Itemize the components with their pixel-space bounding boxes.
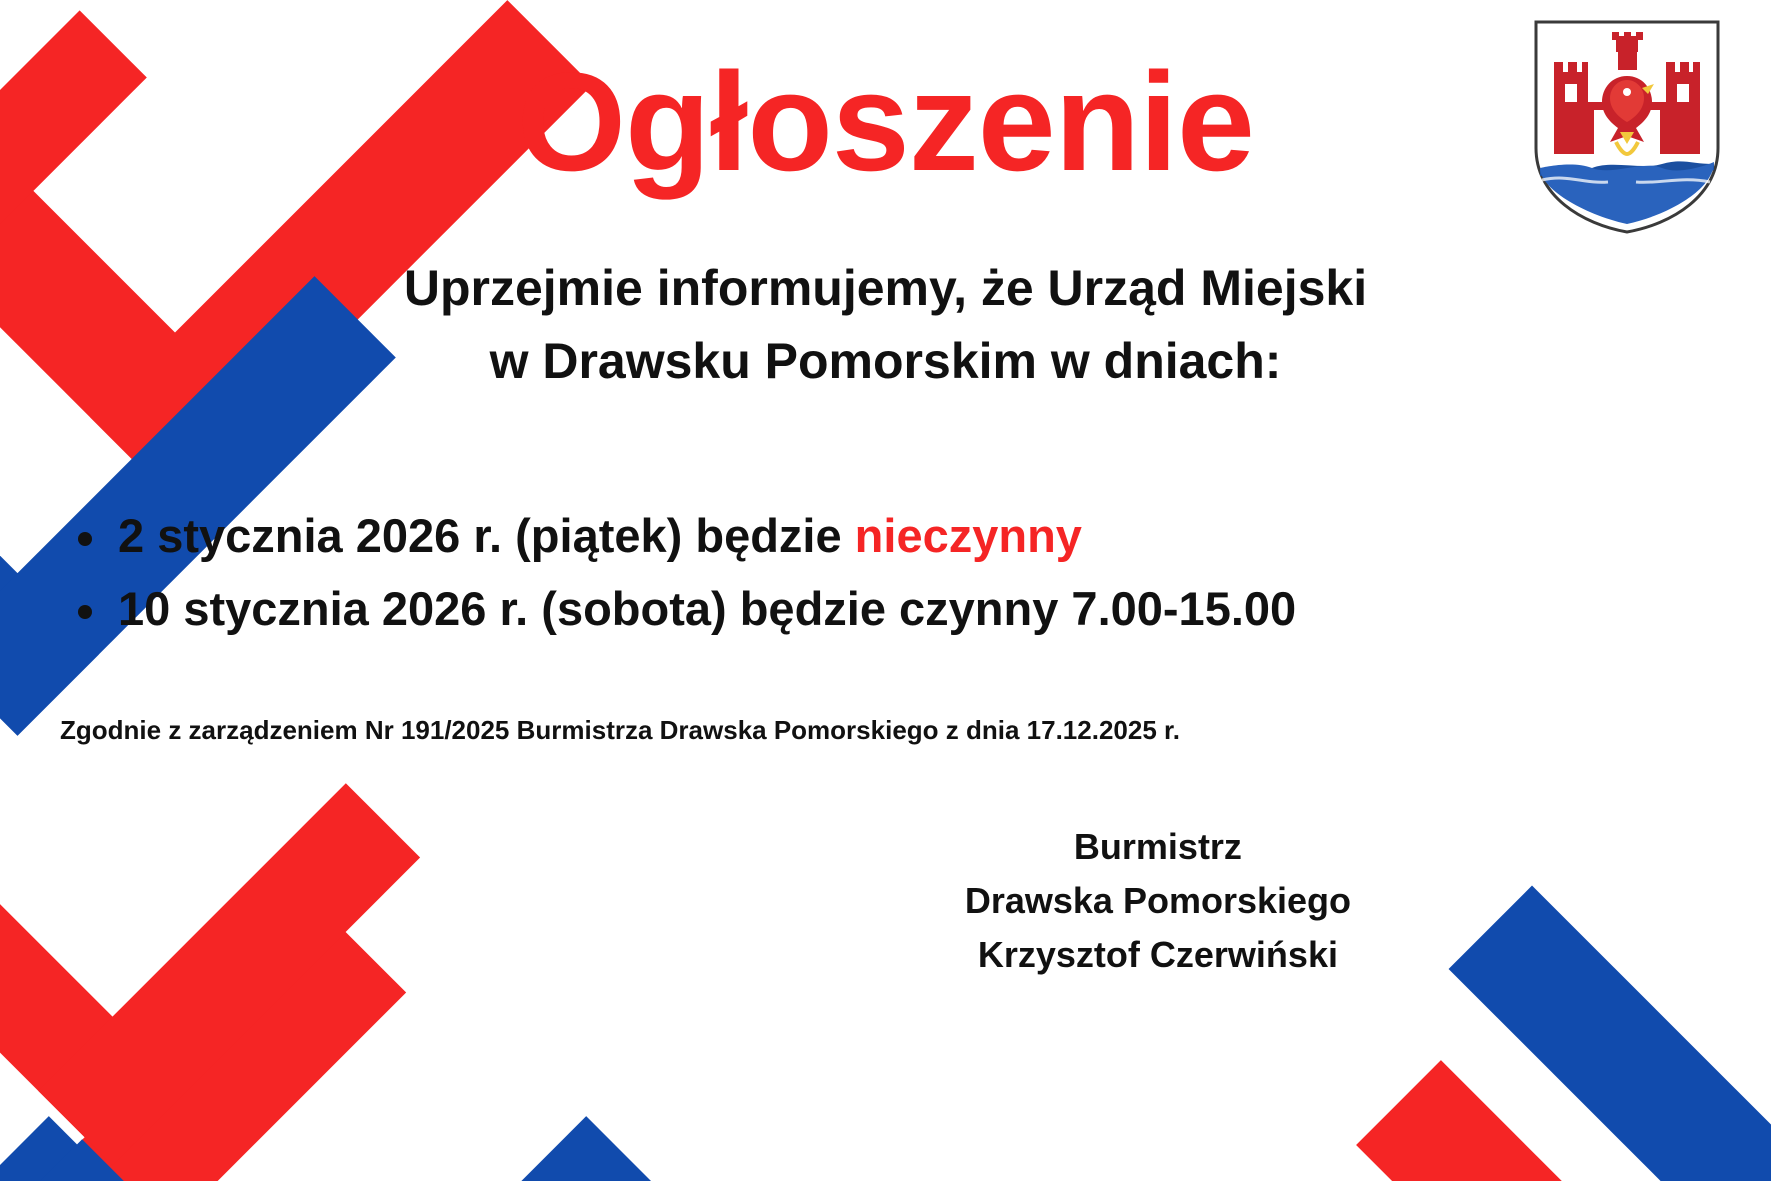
subtitle-line-2: w Drawsku Pomorskim w dniach:: [489, 332, 1282, 389]
list-item: [60, 500, 1296, 573]
announcement-list: [60, 500, 1296, 646]
list-item-text: 10 stycznia 2026 r. (sobota) będzie czynny 7.00-15.00: [118, 581, 1297, 635]
signature-municipality: Drawska Pomorskiego: [964, 880, 1351, 921]
signature-title: Burmistrz: [1073, 826, 1242, 867]
list-item: [60, 573, 1296, 646]
page-title: Ogłoszenie: [517, 43, 1254, 200]
list-item-highlight: nieczynny: [854, 509, 1082, 562]
signature-name: Krzysztof Czerwiński: [977, 934, 1338, 975]
coat-of-arms-icon: [1531, 18, 1723, 236]
list-item-text: 2 stycznia 2026 r. (piątek) będzie: [118, 509, 855, 562]
subtitle-line-1: Uprzejmie informujemy, że Urząd Miejski: [403, 260, 1368, 316]
signature-block: [965, 820, 1351, 982]
subtitle: [0, 252, 1771, 397]
legal-note: Zgodnie z zarządzeniem Nr 191/2025 Burmistrza Drawska Pomorskiego z dnia 17.12.2025 r.: [60, 715, 1180, 745]
